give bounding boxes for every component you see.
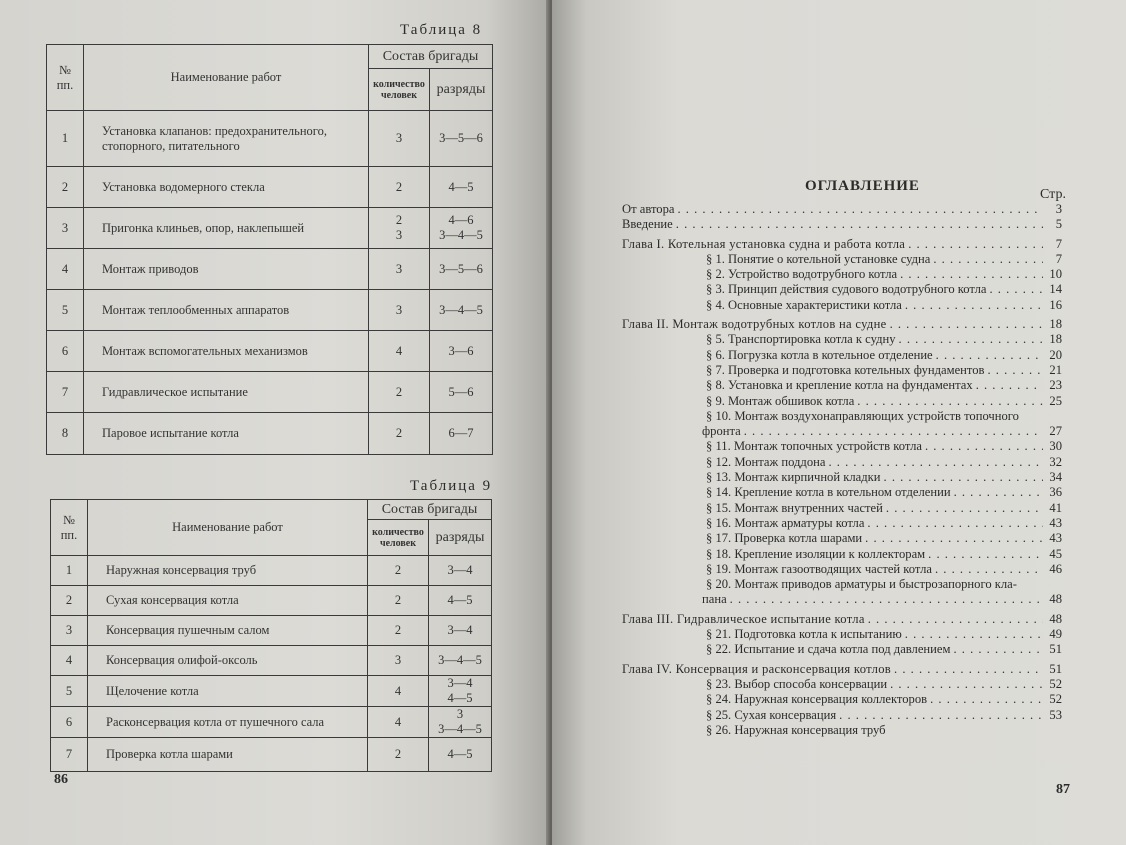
toc-entry-label: § 17. Проверка котла шарами (706, 531, 863, 546)
table8-cell-num: 5 (47, 290, 84, 331)
table8-header-num: № пп. (47, 45, 84, 111)
toc-entry (622, 455, 1062, 470)
toc-entry (622, 409, 1062, 424)
table9-cell-grades: 3—4 (429, 556, 492, 586)
toc-entry-label: § 23. Выбор способа консервации (706, 676, 888, 691)
table8-cell-num: 1 (47, 111, 84, 167)
table8-caption: Таблица 8 (400, 22, 483, 38)
table8-cell-count: 3 (369, 290, 430, 331)
table9-row (51, 586, 492, 616)
toc-leader-dots (828, 455, 1043, 470)
table9-cell-grades: 3 3—4—5 (429, 707, 492, 738)
table8 (46, 44, 493, 455)
table8-row (47, 111, 493, 167)
toc-entry-label: § 21. Подготовка котла к испытанию (706, 627, 902, 642)
toc-leader-dots (839, 708, 1043, 723)
table8-cell-grades: 4—5 (430, 167, 493, 208)
toc-entry-label: § 19. Монтаж газоотводящих частей котла (706, 561, 932, 576)
table9-cell-name: Консервация олифой-оксоль (88, 646, 368, 676)
toc-leader-dots (988, 363, 1044, 378)
toc-entry (622, 501, 1062, 516)
table8-cell-count: 2 (369, 167, 430, 208)
table9-header-num: № пп. (51, 500, 88, 556)
toc-leader-dots (867, 516, 1043, 531)
toc-entry-page: 3 (1055, 202, 1062, 216)
table8-cell-count: 4 (369, 331, 430, 372)
table8-cell-grades: 3—4—5 (430, 290, 493, 331)
table8-cell-count: 2 (369, 413, 430, 455)
toc-entry-page: 43 (1049, 515, 1062, 530)
toc-leader-dots (925, 439, 1043, 454)
table9-header-grades: разряды (429, 520, 492, 556)
toc-entry-page: 46 (1049, 561, 1062, 576)
table9-cell-name: Сухая консервация котла (88, 586, 368, 616)
toc-entry (622, 708, 1062, 723)
toc-entry (622, 577, 1062, 592)
table8-cell-name: Монтаж приводов (84, 249, 369, 290)
toc-entry-label: От автора (622, 202, 675, 216)
table9-cell-count: 2 (368, 738, 429, 772)
table8-head (47, 45, 493, 111)
toc-entry (622, 439, 1062, 454)
table8-cell-count: 3 (369, 249, 430, 290)
toc-entry (622, 642, 1062, 657)
table9-cell-count: 2 (368, 556, 429, 586)
toc-entry (622, 317, 1062, 332)
table8-cell-num: 2 (47, 167, 84, 208)
toc-entry-label: § 15. Монтаж внутренних частей (706, 500, 883, 515)
toc-entry (622, 723, 1062, 738)
table9-row (51, 676, 492, 707)
table9-cell-count: 2 (368, 616, 429, 646)
toc-leader-dots (678, 202, 1044, 217)
toc-entry-page: 45 (1049, 546, 1062, 561)
toc-title: ОГЛАВЛЕНИЕ (805, 178, 920, 194)
table8-row (47, 208, 493, 249)
table9-cell-count: 3 (368, 646, 429, 676)
table8-cell-count: 2 (369, 372, 430, 413)
toc-entry-page: 20 (1049, 347, 1062, 362)
toc-entry (622, 348, 1062, 363)
toc-entry (622, 252, 1062, 267)
table9-head (51, 500, 492, 556)
toc-entry-page: 21 (1049, 362, 1062, 377)
table8-cell-name: Установка клапанов: предохранительного, стопорного, питательного (84, 111, 369, 167)
toc-entry-label: Глава II. Монтаж водотрубных котлов на судне (622, 317, 887, 332)
toc-leader-dots (676, 217, 1043, 232)
table9-cell-num: 6 (51, 707, 88, 738)
toc-entry-label: Введение (622, 217, 673, 232)
toc-leader-dots (936, 348, 1043, 363)
toc-entry-label: § 16. Монтаж арматуры котла (706, 515, 865, 530)
toc-entry (622, 424, 1062, 439)
toc-entry-label: § 5. Транспортировка котла к судну (706, 332, 896, 347)
toc-entry (622, 267, 1062, 282)
toc-entry (622, 378, 1062, 393)
toc-leader-dots (865, 531, 1043, 546)
toc-leader-dots (928, 547, 1043, 562)
table8-row (47, 372, 493, 413)
toc-entry-page: 23 (1049, 378, 1062, 393)
toc-entry-label: Глава III. Гидравлическое испытание котла (622, 611, 865, 626)
toc-entry-page: 43 (1049, 531, 1062, 546)
toc-leader-dots (933, 252, 1043, 267)
table9-cell-grades: 4—5 (429, 738, 492, 772)
toc-entry-label: § 26. Наружная консервация труб (706, 722, 886, 737)
toc-entry (622, 363, 1062, 378)
toc-leader-dots (890, 677, 1043, 692)
table8-cell-num: 7 (47, 372, 84, 413)
toc-entry (622, 394, 1062, 409)
toc-entry (622, 237, 1062, 252)
toc-leader-dots (868, 612, 1043, 627)
toc-leader-dots (894, 662, 1043, 677)
toc-entry (622, 202, 1062, 217)
table9-row (51, 738, 492, 772)
toc-entry (622, 677, 1062, 692)
toc-entry (622, 470, 1062, 485)
toc-leader-dots (900, 267, 1043, 282)
toc-entry-label: § 10. Монтаж воздухонаправляющих устройств топочного (706, 408, 1019, 423)
table9-row (51, 616, 492, 646)
toc-leader-dots (886, 501, 1043, 516)
table8-cell-num: 4 (47, 249, 84, 290)
table8-cell-count: 3 (369, 111, 430, 167)
table9-cell-count: 4 (368, 676, 429, 707)
table8-row (47, 290, 493, 331)
table9-cell-count: 2 (368, 586, 429, 616)
toc-entry-page: 18 (1049, 332, 1062, 347)
toc-entry-label: фронта (702, 424, 741, 439)
left-page (0, 0, 552, 845)
table8-cell-grades: 6—7 (430, 413, 493, 455)
toc-entry-label: § 13. Монтаж кирпичной кладки (706, 470, 881, 485)
table-of-contents (622, 202, 1062, 738)
table8-cell-name: Монтаж теплообменных аппаратов (84, 290, 369, 331)
toc-leader-dots (953, 642, 1043, 657)
table9 (50, 499, 492, 772)
toc-entry-page: 41 (1049, 500, 1062, 515)
table8-row (47, 249, 493, 290)
table8-header-crew: Состав бригады (369, 45, 493, 69)
toc-entry-page: 5 (1055, 217, 1062, 232)
toc-entry (622, 627, 1062, 642)
table9-cell-num: 7 (51, 738, 88, 772)
toc-entry (622, 217, 1062, 232)
toc-entry-page: 7 (1055, 251, 1062, 266)
toc-leader-dots (976, 378, 1043, 393)
page-number-right: 87 (1056, 782, 1070, 797)
toc-leader-dots (857, 394, 1043, 409)
toc-entry-page: 30 (1049, 439, 1062, 454)
toc-leader-dots (990, 282, 1044, 297)
toc-entry-page: 52 (1049, 676, 1062, 691)
table9-caption: Таблица 9 (410, 478, 493, 494)
table8-cell-num: 8 (47, 413, 84, 455)
table9-cell-num: 3 (51, 616, 88, 646)
toc-entry-label: § 7. Проверка и подготовка котельных фундаментов (706, 362, 985, 377)
table9-row (51, 556, 492, 586)
toc-entry-label: § 18. Крепление изоляции к коллекторам (706, 546, 926, 561)
toc-leader-dots (905, 298, 1043, 313)
table8-cell-name: Гидравлическое испытание (84, 372, 369, 413)
toc-leader-dots (930, 692, 1043, 707)
table9-cell-name: Щелочение котла (88, 676, 368, 707)
toc-entry-label: § 11. Монтаж топочных устройств котла (706, 439, 922, 454)
toc-entry-label: § 3. Принцип действия судового водотрубного котла (706, 282, 987, 297)
toc-entry-label: § 24. Наружная консервация коллекторов (706, 692, 928, 707)
toc-entry-page: 10 (1049, 267, 1062, 282)
toc-entry-label: § 20. Монтаж приводов арматуры и быстрозапорного кла- (706, 577, 1017, 592)
table8-cell-grades: 5—6 (430, 372, 493, 413)
table9-cell-grades: 4—5 (429, 586, 492, 616)
table9-cell-name: Консервация пушечным салом (88, 616, 368, 646)
toc-entry-label: § 2. Устройство водотрубного котла (706, 267, 898, 282)
toc-entry-page: 7 (1055, 236, 1062, 251)
toc-entry (622, 692, 1062, 707)
toc-leader-dots (899, 332, 1043, 347)
table9-row (51, 646, 492, 676)
table9-cell-grades: 3—4—5 (429, 646, 492, 676)
toc-leader-dots (884, 470, 1043, 485)
table8-cell-grades: 3—5—6 (430, 111, 493, 167)
table9-cell-num: 4 (51, 646, 88, 676)
toc-entry-page: 36 (1049, 485, 1062, 500)
toc-entry (622, 562, 1062, 577)
toc-entry (622, 662, 1062, 677)
table8-row (47, 331, 493, 372)
toc-entry-label: Глава I. Котельная установка судна и работа котла (622, 236, 906, 251)
table8-cell-name: Паровое испытание котла (84, 413, 369, 455)
toc-entry-page: 51 (1049, 642, 1062, 657)
toc-entry-label: § 12. Монтаж поддона (706, 454, 826, 469)
table8-cell-num: 3 (47, 208, 84, 249)
table8-cell-name: Установка водомерного стекла (84, 167, 369, 208)
toc-leader-dots (954, 485, 1043, 500)
table8-header-name: Наименование работ (84, 45, 369, 111)
table8-cell-name: Пригонка клиньев, опор, наклепышей (84, 208, 369, 249)
toc-entry-label: § 8. Установка и крепление котла на фундаментах (706, 378, 973, 393)
toc-entry-page: 48 (1049, 611, 1062, 626)
table9-header-count: количество человек (368, 520, 429, 556)
toc-entry (622, 298, 1062, 313)
toc-entry (622, 592, 1062, 607)
toc-entry-label: § 14. Крепление котла в котельном отделении (706, 485, 951, 500)
toc-entry-page: 34 (1049, 470, 1062, 485)
table9-cell-count: 4 (368, 707, 429, 738)
toc-entry (622, 516, 1062, 531)
table9-cell-name: Наружная консервация труб (88, 556, 368, 586)
toc-entry-label: § 9. Монтаж обшивок котла (706, 393, 855, 408)
toc-entry-label: § 22. Испытание и сдача котла под давлением (706, 642, 951, 657)
toc-entry-page: 27 (1049, 424, 1062, 439)
page-number-left: 86 (54, 772, 68, 787)
toc-entry-page: 49 (1049, 627, 1062, 642)
toc-entry-label: § 1. Понятие о котельной установке судна (706, 251, 931, 266)
toc-entry-label: § 6. Погрузка котла в котельное отделение (706, 347, 933, 362)
toc-entry (622, 612, 1062, 627)
table8-header-count: количество человек (369, 69, 430, 111)
table9-header-crew: Состав бригады (368, 500, 492, 520)
toc-entry-page: 48 (1049, 592, 1062, 607)
toc-entry-label: пана (702, 592, 727, 607)
toc-page-column-label: Стр. (1040, 187, 1066, 202)
table9-cell-name: Расконсервация котла от пушечного сала (88, 707, 368, 738)
table8-cell-grades: 4—6 3—4—5 (430, 208, 493, 249)
table9-cell-num: 1 (51, 556, 88, 586)
toc-entry (622, 332, 1062, 347)
toc-entry-page: 53 (1049, 707, 1062, 722)
table8-header-grades: разряды (430, 69, 493, 111)
table9-row (51, 707, 492, 738)
table9-header-name: Наименование работ (88, 500, 368, 556)
toc-entry-page: 25 (1049, 393, 1062, 408)
table8-row (47, 413, 493, 455)
toc-leader-dots (744, 424, 1043, 439)
table9-body (51, 556, 492, 772)
toc-entry-page: 32 (1049, 454, 1062, 469)
toc-entry (622, 531, 1062, 546)
toc-leader-dots (730, 592, 1043, 607)
toc-leader-dots (935, 562, 1043, 577)
table9-cell-num: 2 (51, 586, 88, 616)
toc-entry-page: 51 (1049, 661, 1062, 676)
toc-entry-label: Глава IV. Консервация и расконсервация котлов (622, 661, 892, 676)
table9-cell-grades: 3—4 (429, 616, 492, 646)
toc-entry-label: § 4. Основные характеристики котла (706, 297, 902, 312)
table8-cell-grades: 3—6 (430, 331, 493, 372)
table8-row (47, 167, 493, 208)
toc-entry-label: § 25. Сухая консервация (706, 707, 837, 722)
table9-cell-grades: 3—4 4—5 (429, 676, 492, 707)
toc-leader-dots (890, 317, 1043, 332)
toc-entry-page: 52 (1049, 692, 1062, 707)
table8-body (47, 111, 493, 455)
toc-entry-page: 16 (1049, 297, 1062, 312)
table9-cell-name: Проверка котла шарами (88, 738, 368, 772)
table8-cell-num: 6 (47, 331, 84, 372)
toc-entry-page: 18 (1049, 317, 1062, 332)
toc-leader-dots (905, 627, 1043, 642)
toc-leader-dots (908, 237, 1043, 252)
toc-entry (622, 282, 1062, 297)
table9-cell-num: 5 (51, 676, 88, 707)
toc-entry (622, 547, 1062, 562)
table8-cell-count: 2 3 (369, 208, 430, 249)
toc-entry (622, 485, 1062, 500)
table8-cell-name: Монтаж вспомогательных механизмов (84, 331, 369, 372)
table8-cell-grades: 3—5—6 (430, 249, 493, 290)
toc-entry-page: 14 (1049, 282, 1062, 297)
